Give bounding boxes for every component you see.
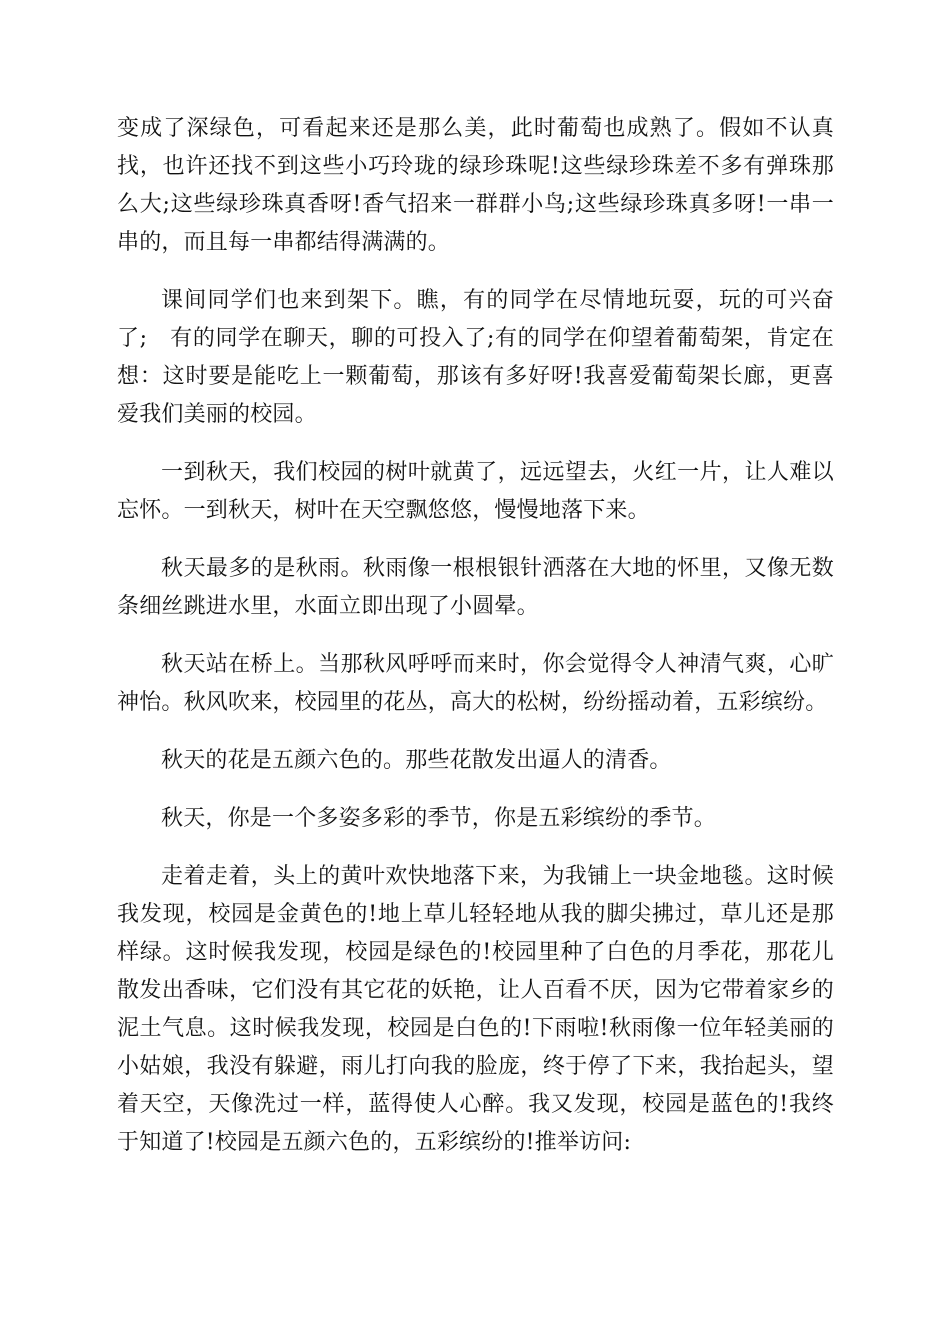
paragraph-grapes-ripe: 变成了深绿色，可看起来还是那么美，此时葡萄也成熟了。假如不认真找，也许还找不到这些小巧玲珑的绿珍珠呢!这些绿珍珠差不多有弹珠那么大;这些绿珍珠真香呀!香气招来一群群小鸟;这些绿珍珠真多呀!一串一串的，而且每一串都结得满满的。 — [117, 116, 834, 255]
paragraph-autumn-rain: 秋天最多的是秋雨。秋雨像一根根银针洒落在大地的怀里，又像无数条细丝跳进水里，水面立即出现了小圆晕。 — [117, 556, 834, 619]
paragraph-autumn-flowers: 秋天的花是五颜六色的。那些花散发出逼人的清香。 — [161, 748, 672, 773]
paragraph-classmates-under-trellis: 课间同学们也来到架下。瞧，有的同学在尽情地玩耍，玩的可兴奋了; 有的同学在聊天，聊的可投入了;有的同学在仰望着葡萄架，肯定在想：这时要是能吃上一颗葡萄，那该有多好呀!我喜爱葡萄架长廊，更喜爱我们美丽的校园。 — [117, 288, 834, 427]
document-body — [117, 110, 834, 1182]
paragraph-colorful-season: 秋天，你是一个多姿多彩的季节，你是五彩缤纷的季节。 — [161, 806, 717, 831]
paragraph-colorful-campus: 走着走着，头上的黄叶欢快地落下来，为我铺上一块金地毯。这时候我发现，校园是金黄色的!地上草儿轻轻地从我的脚尖拂过，草儿还是那样绿。这时候我发现，校园是绿色的!校园里种了白色的月季花，那花儿散发出香味，它们没有其它花的妖艳，让人百看不厌，因为它带着家乡的泥土气息。这时候我发现，校园是白色的!下雨啦!秋雨像一位年轻美丽的小姑娘，我没有躲避，雨儿打向我的脸庞，终于停了下来，我抬起头，望着天空，天像洗过一样，蓝得使人心醉。我又发现，校园是蓝色的!我终于知道了!校园是五颜六色的，五彩缤纷的!推举访问: — [117, 864, 834, 1155]
paragraph-autumn-wind: 秋天站在桥上。当那秋风呼呼而来时，你会觉得令人神清气爽，心旷神怡。秋风吹来，校园里的花丛，高大的松树，纷纷摇动着，五彩缤纷。 — [117, 652, 834, 715]
paragraph-autumn-leaves: 一到秋天，我们校园的树叶就黄了，远远望去，火红一片，让人难以忘怀。一到秋天，树叶在天空飘悠悠，慢慢地落下来。 — [117, 460, 834, 523]
